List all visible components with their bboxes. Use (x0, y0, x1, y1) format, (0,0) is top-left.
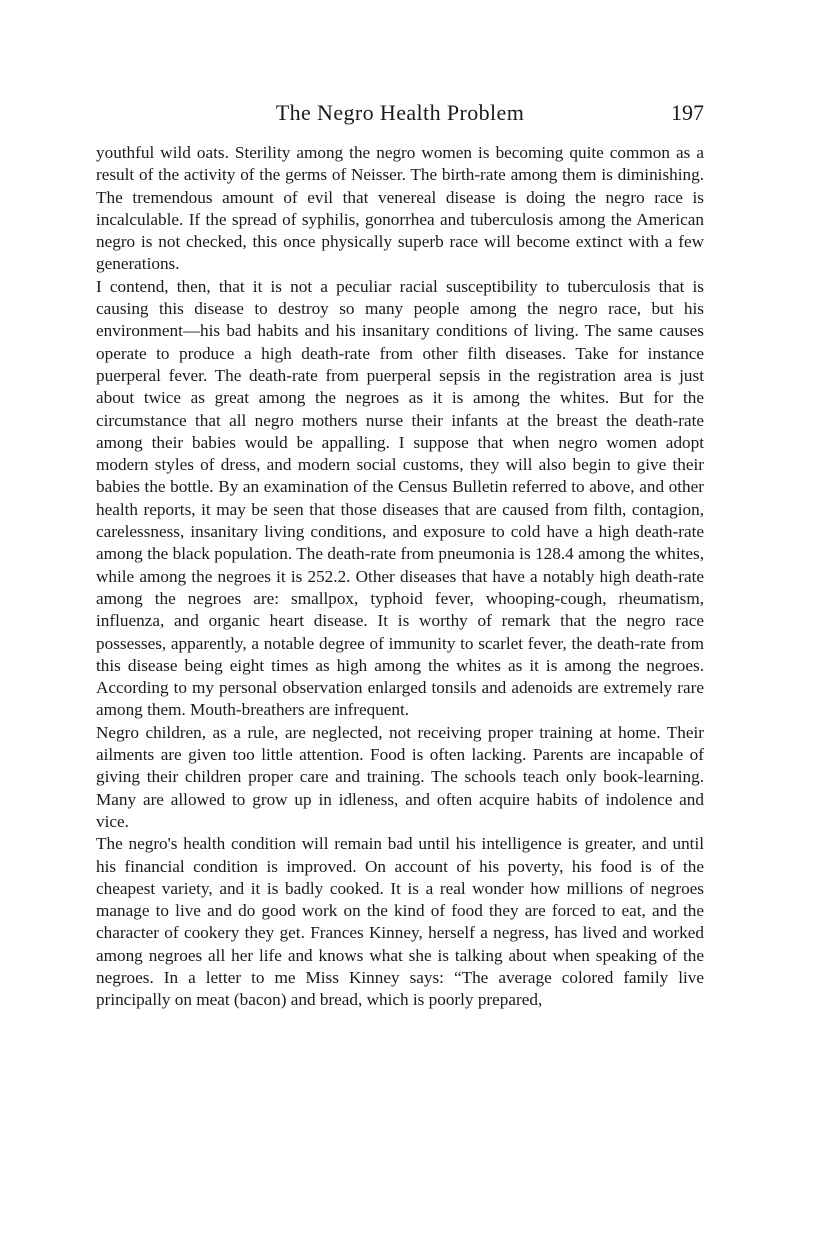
paragraph-2: I contend, then, that it is not a peculiar racial susceptibility to tuberculosis that is causing this disease to destroy so many people among the negro race, but his environment—his bad habits and his insanitary conditions of living. The same causes operate to produce a high death-rate from other filth diseases. Take for instance puerperal fever. The death-rate from puerperal sepsis in the registration area is just about twice as great among the negroes as it is among the whites. But for the circumstance that all negro mothers nurse their infants at the breast the death-rate among their babies would be appalling. I suppose that when negro women adopt modern styles of dress, and modern social customs, they will also begin to give their babies the bottle. By an examination of the Census Bulletin referred to above, and other health reports, it may be seen that those diseases that are caused from filth, contagion, carelessness, insanitary living conditions, and exposure to cold have a high death-rate among the black population. The death-rate from pneumonia is 128.4 among the whites, while among the negroes it is 252.2. Other diseases that have a notably high death-rate among the negroes are: smallpox, typhoid fever, whooping-cough, rheumatism, influenza, and organic heart disease. It is worthy of remark that the negro race possesses, apparently, a notable degree of immunity to scarlet fever, the death-rate from this disease being eight times as high among the whites as it is among the negroes. According to my personal observation enlarged tonsils and adenoids are extremely rare among them. Mouth-breathers are infrequent. (96, 276, 704, 720)
paragraph-3: Negro children, as a rule, are neglected, not receiving proper training at home. Their ailments are given too little attention. Food is often lacking. Parents are incapable of giving their children proper care and training. The schools teach only book-learning. Many are allowed to grow up in idleness, and often acquire habits of indolence and vice. (96, 722, 704, 831)
document-page (96, 96, 704, 1012)
running-title: The Negro Health Problem (275, 100, 525, 125)
body-text (96, 142, 704, 1012)
paragraph-1: youthful wild oats. Sterility among the negro women is becoming quite common as a result of the activity of the germs of Neisser. The birth-rate among them is diminishing. The tremendous amount of evil that venereal disease is doing the negro race is incalculable. If the spread of syphilis, gonorrhea and tuberculosis among the American negro is not checked, this once physically superb race will become extinct with a few generations. (96, 143, 704, 274)
page-number: 197 (671, 100, 704, 125)
paragraph-4: The negro's health condition will remain bad until his intelligence is greater, and until his financial condition is improved. On account of his poverty, his food is of the cheapest variety, and it is badly cooked. It is a real wonder how millions of negroes manage to live and do good work on the kind of food they are forced to eat, and the character of cookery they get. Frances Kinney, herself a negress, has lived and worked among negroes all her life and knows what she is talking about when speaking of the negroes. In a letter to me Miss Kinney says: “The average colored family live principally on meat (bacon) and bread, which is poorly prepared, (96, 834, 704, 1010)
running-head (96, 96, 704, 130)
